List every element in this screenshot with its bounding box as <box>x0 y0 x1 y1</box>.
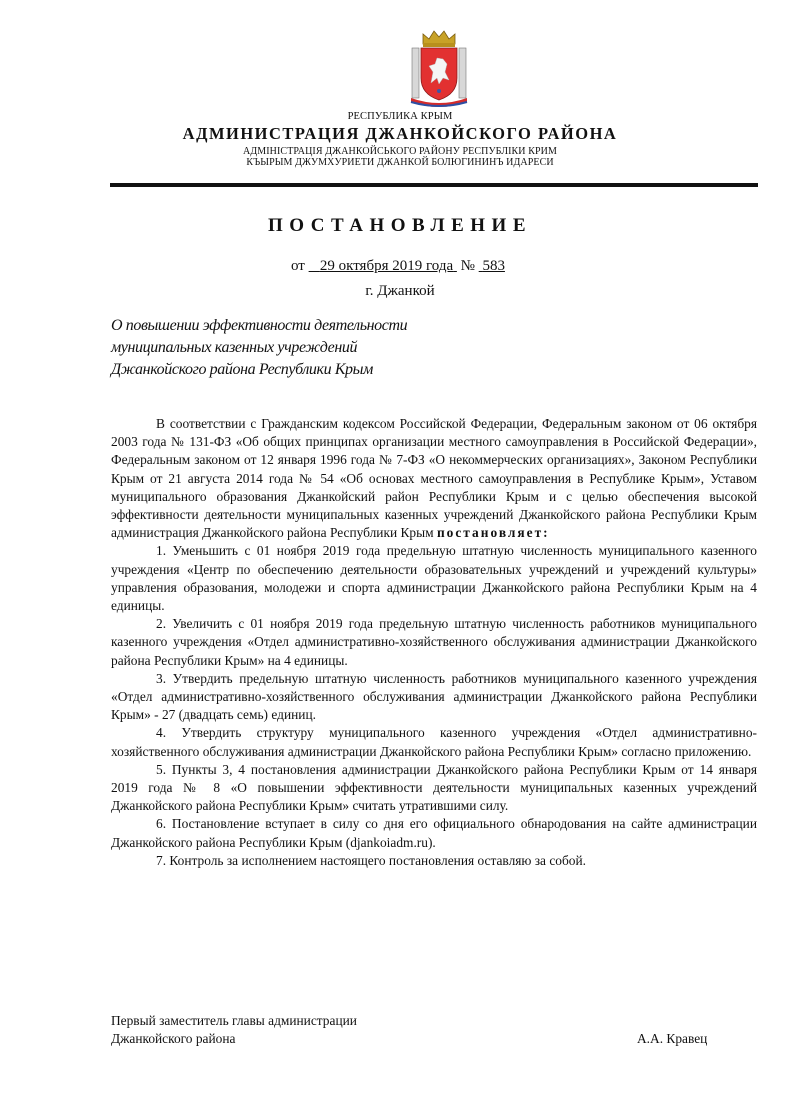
document-body <box>111 415 757 870</box>
date-prefix: от <box>291 258 305 274</box>
preamble-paragraph <box>111 415 757 542</box>
decree-item: 1. Уменьшить с 01 ноября 2019 года предельную штатную численность муниципального казенного учреждения «Центр по обеспечению деятельности образовательных учреждений и учреждений культуры» управления образования, молодежи и спорта администрации Джанкойского района Республики Крым на 4 единицы. <box>111 543 757 614</box>
subject-line: О повышении эффективности деятельности <box>111 317 408 334</box>
document-date: 29 октября 2019 года <box>319 258 454 274</box>
republic-title: РЕСПУБЛИКА КРЫМ <box>347 111 453 122</box>
administration-title-crh: КЪЫРЫМ ДЖУМХУРИЕТИ ДЖАНКОЙ БОЛЮГИНИНЪ ИДАРЕСИ <box>246 157 554 168</box>
decree-item: 5. Пункты 3, 4 постановления администрации Джанкойского района Республики Крым от 14 января 2019 года № 8 «О повышении эффективности деятельности муниципальных казенных учреждений Джанкойского района Республики Крым» считать утратившими силу. <box>111 761 757 814</box>
preamble-text: В соответствии с Гражданским кодексом Российской Федерации, Федеральным законом от 06 октября 2003 года № 131-ФЗ «Об общих принципах организации местного самоуправления в Российской Федерации», Федеральным законом от 12 января 1996 года № 7-ФЗ «О некоммерческих организациях», Законом Республики Крым от 21 августа 2014 года № 54 «Об основах местного самоуправления в Республике Крым», Уставом муниципального образования Джанкойский район Республики Крым и с целью обеспечения высокой эффективности деятельности муниципальных казенных учреждений Джанкойского района Республики Крым администрация Джанкойского района Республики Крым <box>111 416 757 541</box>
signatory-position-line: Джанкойского района <box>111 1031 236 1046</box>
decree-item: 4. Утвердить структуру муниципального казенного учреждения «Отдел административно-хозяйственного обслуживания администрации Джанкойского района Республики Крым» согласно приложению. <box>111 725 757 759</box>
subject-line: Джанкойского района Республики Крым <box>111 361 373 378</box>
decree-item: 3. Утвердить предельную штатную численность работников муниципального казенного учреждения «Отдел административно-хозяйственного обслуживания администрации Джанкойского района Республики Крым» - 27 (двадцать семь) единиц. <box>111 670 757 723</box>
document-number: 583 <box>482 258 505 274</box>
administration-title: АДМИНИСТРАЦИЯ ДЖАНКОЙСКОГО РАЙОНА <box>182 124 618 143</box>
document-type: ПОСТАНОВЛЕНИЕ <box>267 215 533 236</box>
decree-word: постановляет: <box>436 525 550 541</box>
number-prefix: № <box>460 258 475 274</box>
administration-title-ua: АДМІНІСТРАЦІЯ ДЖАНКОЙСЬКОГО РАЙОНУ РЕСПУБЛІКИ КРИМ <box>243 146 557 157</box>
decree-item: 7. Контроль за исполнением настоящего постановления оставляю за собой. <box>156 852 587 868</box>
signatory-name: А.А. Кравец <box>637 1031 708 1046</box>
signatory-position <box>111 1012 357 1048</box>
document-date-line <box>291 258 505 275</box>
document-city: г. Джанкой <box>365 283 435 299</box>
decree-item: 6. Постановление вступает в силу со дня его официального обнародования на сайте администрации Джанкойского района Республики Крым (djankoiadm.ru). <box>111 816 757 850</box>
signatory-position-line: Первый заместитель главы администрации <box>111 1013 357 1028</box>
decree-item: 2. Увеличить с 01 ноября 2019 года предельную штатную численность работников муниципального казенного учреждения «Отдел административно-хозяйственного обслуживания администрации Джанкойского района Республики Крым» на 4 единицы. <box>111 616 757 668</box>
crimea-coat-of-arms-icon <box>409 28 469 108</box>
subject-line: муниципальных казенных учреждений <box>111 339 358 356</box>
header-divider <box>110 183 758 187</box>
document-subject <box>111 315 407 381</box>
